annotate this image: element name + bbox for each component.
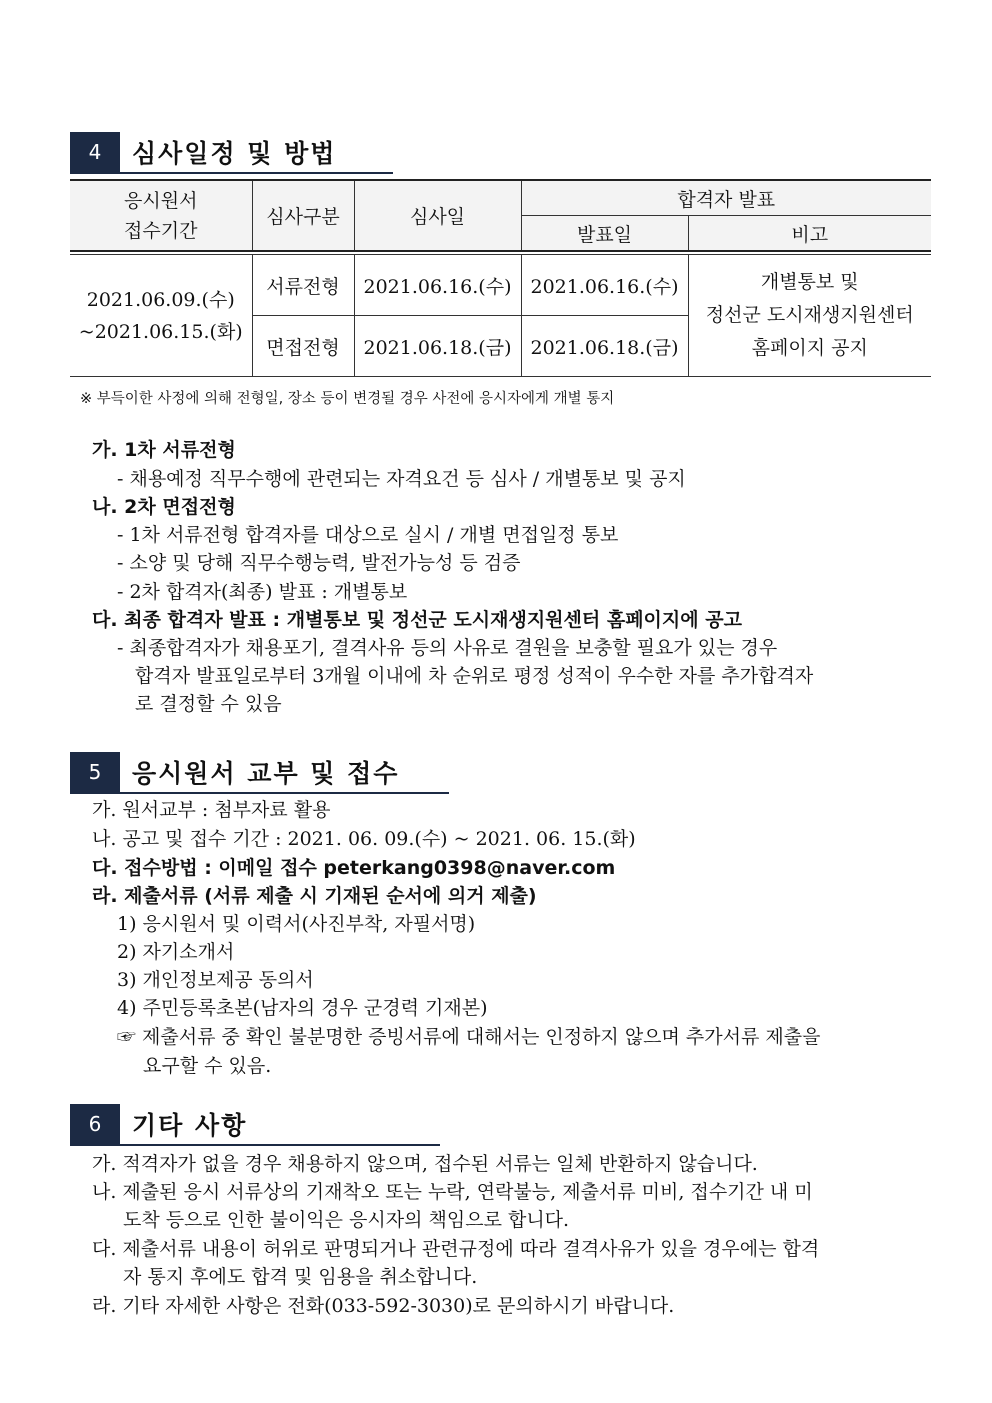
s5-line: 1) 응시원서 및 이력서(사진부착, 자필서명) bbox=[117, 913, 476, 935]
s4-line: - 2차 합격자(최종) 발표 : 개별통보 bbox=[117, 581, 408, 603]
s5-documents: 라. 제출서류 (서류 제출 시 기재된 순서에 의거 제출) bbox=[92, 885, 537, 907]
cell-remarks: 개별통보 및 정선군 도시재생지원센터 홈페이지 공지 bbox=[688, 255, 931, 377]
s4-item-da: 다. 최종 합격자 발표 : 개별통보 및 정선군 도시재생지원센터 홈페이지에 공고 bbox=[92, 609, 742, 631]
s6-line: 자 통지 후에도 합격 및 임용을 취소합니다. bbox=[123, 1266, 478, 1288]
s5-line: 3) 개인정보제공 동의서 bbox=[117, 969, 314, 991]
s5-receipt-method: 다. 접수방법 : 이메일 접수 peterkang0398@naver.com bbox=[92, 857, 616, 879]
s5-line: 가. 원서교부 : 첨부자료 활용 bbox=[92, 799, 331, 821]
section-5-underline bbox=[70, 792, 449, 794]
section-4-underline bbox=[70, 172, 393, 174]
header-receipt-period: 응시원서 접수기간 bbox=[70, 180, 252, 251]
section-4-number: 4 bbox=[70, 132, 120, 172]
s4-line: 로 결정할 수 있음 bbox=[135, 693, 282, 715]
s4-item-na: 나. 2차 면접전형 bbox=[92, 496, 236, 518]
s4-line: - 최종합격자가 채용포기, 결격사유 등의 사유로 결원을 보충할 필요가 있는 경우 bbox=[117, 637, 778, 659]
s6-line: 다. 제출서류 내용이 허위로 판명되거나 관련규정에 따라 결격사유가 있을 경우에는 합격 bbox=[92, 1238, 820, 1260]
header-announcement: 합격자 발표 bbox=[521, 180, 931, 216]
cell-type-1: 서류전형 bbox=[252, 255, 354, 316]
s5-line: 나. 공고 및 접수 기간 : 2021. 06. 09.(수) ~ 2021. 06. 15.(화) bbox=[92, 828, 636, 850]
s4-line: 합격자 발표일로부터 3개월 이내에 차 순위로 평정 성적이 우수한 자를 추가합격자 bbox=[135, 665, 814, 687]
cell-type-2: 면접전형 bbox=[252, 316, 354, 377]
section-6-number: 6 bbox=[70, 1104, 120, 1144]
cell-receipt-period: 2021.06.09.(수) ~2021.06.15.(화) bbox=[70, 255, 252, 377]
s5-line: 4) 주민등록초본(남자의 경우 군경력 기재본) bbox=[117, 997, 488, 1019]
section-6-header bbox=[70, 1101, 247, 1147]
cell-announce-2: 2021.06.18.(금) bbox=[521, 316, 688, 377]
s4-line: - 소양 및 당해 직무수행능력, 발전가능성 등 검증 bbox=[117, 552, 521, 574]
cell-announce-1: 2021.06.16.(수) bbox=[521, 255, 688, 316]
s4-item-ga: 가. 1차 서류전형 bbox=[92, 439, 236, 461]
s5-line: ☞ 제출서류 중 확인 불분명한 증빙서류에 대해서는 인정하지 않으며 추가서류 제출을 bbox=[117, 1026, 821, 1048]
section-5-title: 응시원서 교부 및 접수 bbox=[132, 759, 400, 788]
s4-line: - 채용예정 직무수행에 관련되는 자격요건 등 심사 / 개별통보 및 공지 bbox=[117, 468, 686, 490]
header-exam-date: 심사일 bbox=[354, 180, 521, 251]
s5-line: 요구할 수 있음. bbox=[143, 1055, 272, 1077]
cell-date-1: 2021.06.16.(수) bbox=[354, 255, 521, 316]
table-footnote: ※ 부득이한 사정에 의해 전형일, 장소 등이 변경될 경우 사전에 응시자에게 개별 통지 bbox=[80, 391, 615, 407]
section-4-title: 심사일정 및 방법 bbox=[132, 139, 337, 168]
s6-line: 라. 기타 자세한 사항은 전화(033-592-3030)로 문의하시기 바랍니다. bbox=[92, 1295, 675, 1317]
s4-line: - 1차 서류전형 합격자를 대상으로 실시 / 개별 면접일정 통보 bbox=[117, 524, 619, 546]
header-remarks: 비고 bbox=[688, 216, 931, 252]
s6-line: 나. 제출된 응시 서류상의 기재착오 또는 누락, 연락불능, 제출서류 미비, 접수기간 내 미 bbox=[92, 1181, 813, 1203]
cell-date-2: 2021.06.18.(금) bbox=[354, 316, 521, 377]
header-exam-type: 심사구분 bbox=[252, 180, 354, 251]
header-announce-date: 발표일 bbox=[521, 216, 688, 252]
section-4-header bbox=[70, 129, 336, 175]
s6-line: 가. 적격자가 없을 경우 채용하지 않으며, 접수된 서류는 일체 반환하지 않습니다. bbox=[92, 1153, 758, 1175]
section-5-number: 5 bbox=[70, 752, 120, 792]
s5-line: 2) 자기소개서 bbox=[117, 941, 235, 963]
s6-line: 도착 등으로 인한 불이익은 응시자의 책임으로 합니다. bbox=[123, 1209, 570, 1231]
schedule-table bbox=[70, 179, 931, 377]
section-6-title: 기타 사항 bbox=[132, 1111, 248, 1140]
section-6-underline bbox=[70, 1144, 440, 1146]
section-5-header bbox=[70, 749, 399, 795]
